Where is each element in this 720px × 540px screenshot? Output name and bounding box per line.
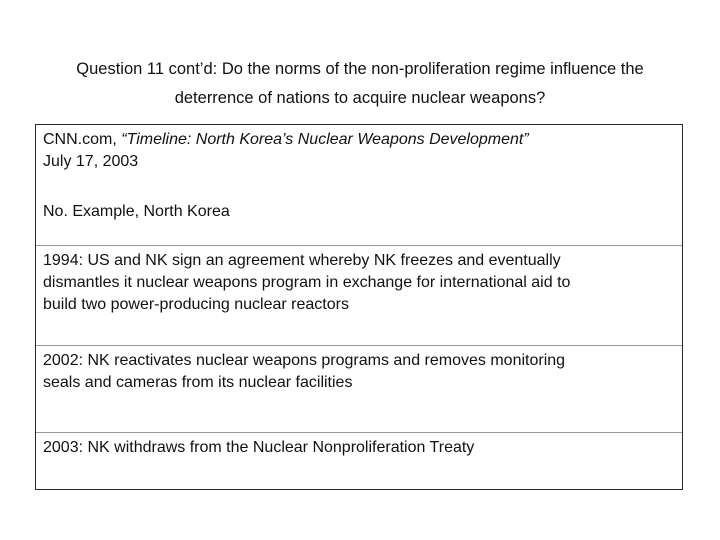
slide-title bbox=[0, 55, 720, 113]
event-cell-1994 bbox=[36, 245, 682, 345]
source-citation bbox=[43, 129, 676, 151]
title-line-1: Question 11 cont’d: Do the norms of the non-proliferation regime influence the bbox=[76, 60, 644, 78]
event-line: 1994: US and NK sign an agreement whereby NK freezes and eventually bbox=[43, 252, 561, 269]
event-line: dismantles it nuclear weapons program in exchange for international aid to bbox=[43, 274, 571, 291]
source-date: July 17, 2003 bbox=[43, 153, 139, 170]
event-line: build two power-producing nuclear reactors bbox=[43, 296, 349, 313]
title-line-2: deterrence of nations to acquire nuclear weapons? bbox=[174, 89, 546, 107]
event-line: 2003: NK withdraws from the Nuclear Nonproliferation Treaty bbox=[43, 439, 475, 456]
event-line: seals and cameras from its nuclear facilities bbox=[43, 374, 353, 391]
timeline-table bbox=[35, 124, 683, 490]
answer-text: No. Example, North Korea bbox=[43, 203, 230, 220]
event-cell-2003 bbox=[36, 432, 682, 489]
event-cell-2002 bbox=[36, 345, 682, 432]
source-article-title: “Timeline: North Korea’s Nuclear Weapons Development” bbox=[121, 131, 529, 148]
source-publisher: CNN.com, bbox=[43, 131, 122, 148]
event-line: 2002: NK reactivates nuclear weapons programs and removes monitoring bbox=[43, 352, 566, 369]
source-cell bbox=[36, 125, 682, 245]
